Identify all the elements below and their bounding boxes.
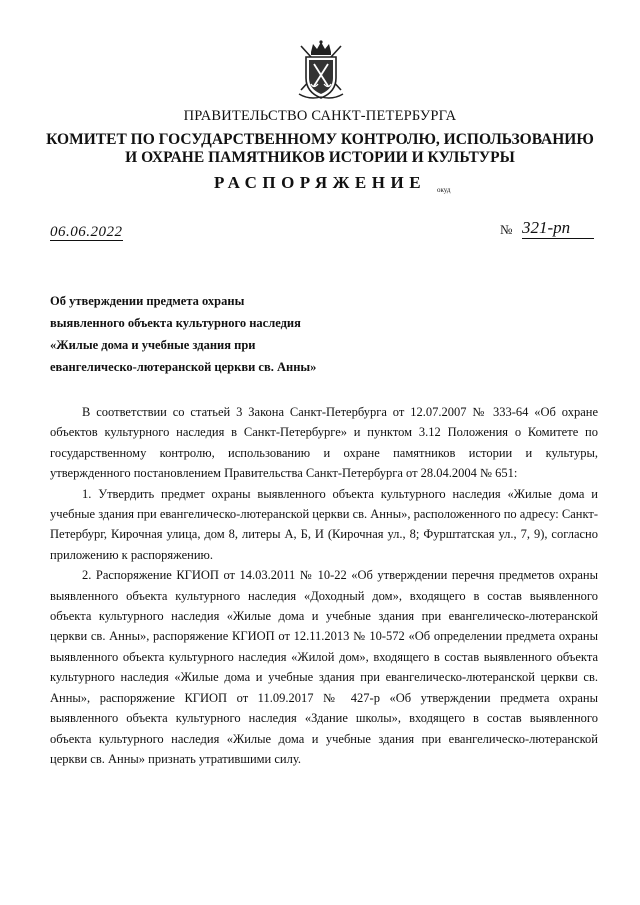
document-body <box>50 402 598 769</box>
preamble-paragraph: В соответствии со статьей 3 Закона Санкт-Петербурга от 12.07.2007 № 333-64 «Об охране объектов культурного наследия в Санкт-Петербурге» и пунктом 3.12 Положения о Комитете по государственному контролю, использованию и охране памятников истории и культуры, утвержденного постановлением Правительства Санкт-Петербурга от 28.04.2004 № 651: <box>50 405 598 481</box>
document-date: 06.06.2022 <box>50 224 123 240</box>
okud-label: окуд <box>437 186 451 194</box>
subject-line: «Жилые дома и учебные здания при <box>50 338 256 352</box>
committee-line-2: И ОХРАНЕ ПАМЯТНИКОВ ИСТОРИИ И КУЛЬТУРЫ <box>125 149 515 166</box>
government-title: ПРАВИТЕЛЬСТВО САНКТ-ПЕТЕРБУРГА <box>183 108 457 124</box>
subject-line: Об утверждении предмета охраны <box>50 294 245 308</box>
item-1-paragraph: 1. Утвердить предмет охраны выявленного объекта культурного наследия «Жилые дома и учебные здания при евангелическо-лютеранской церкви св. Анны», расположенного по адресу: Санкт-Петербург, Кирочная улица, дом 8, литеры А, Б, И (Кирочная ул., 8; Фурштатская ул., 7, 9), согласно приложению к распоряжению. <box>50 486 598 562</box>
committee-title <box>40 131 600 167</box>
subject-line: евангелическо-лютеранской церкви св. Анны» <box>50 360 317 374</box>
subject-line: выявленного объекта культурного наследия <box>50 316 301 330</box>
document-number: 321-рп <box>522 218 594 239</box>
coat-of-arms-icon <box>295 40 347 102</box>
committee-line-1: КОМИТЕТ ПО ГОСУДАРСТВЕННОМУ КОНТРОЛЮ, ИСПОЛЬЗОВАНИЮ <box>46 131 594 148</box>
number-label: № <box>500 222 513 237</box>
document-type: РАСПОРЯЖЕНИЕ <box>213 173 427 192</box>
document-subject <box>50 294 316 382</box>
item-2-paragraph: 2. Распоряжение КГИОП от 14.03.2011 № 10-22 «Об утверждении перечня предметов охраны выявленного объекта культурного наследия «Доходный дом», входящего в состав выявленного объекта культурного наследия «Жилые дома и учебные здания при евангелическо-лютеранской церкви св. Анны», распоряжение КГИОП от 12.11.2013 № 10-572 «Об определении предмета охраны выявленного объекта культурного наследия «Жилой дом», входящего в состав выявленного объекта культурного наследия «Жилые дома и учебные здания при евангелическо-лютеранской церкви св. Анны», распоряжение КГИОП от 11.09.2017 № 427-р «Об утверждении предмета охраны выявленного объекта культурного наследия «Здание школы», входящего в состав выявленного объекта культурного наследия «Жилые дома и учебные здания при евангелическо-лютеранской церкви св. Анны» признать утратившими силу. <box>50 568 598 766</box>
